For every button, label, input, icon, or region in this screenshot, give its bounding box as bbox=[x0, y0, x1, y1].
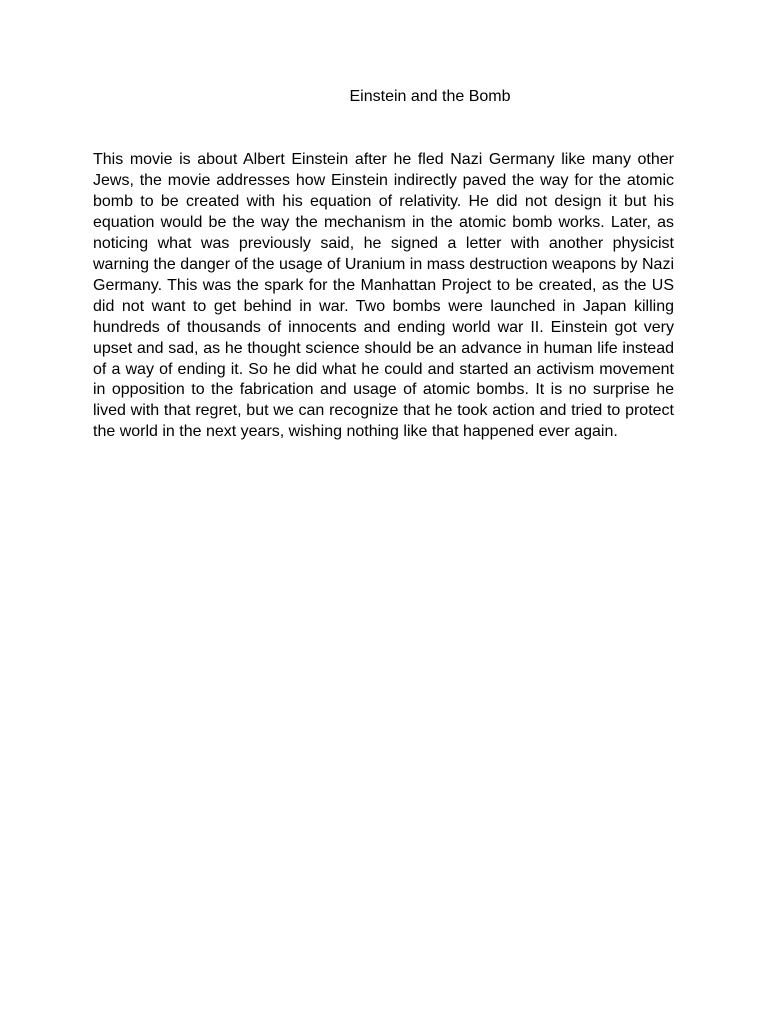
document-body-paragraph: This movie is about Albert Einstein after he fled Nazi Germany like many other Jews, the movie addresses how Einstein indirectly paved the way for the atomic bomb to be created with his equation of relativity. He did not design it but his equation would be the way the mechanism in the atomic bomb works. Later, as noticing what was previously said, he signed a letter with another physicist warning the danger of the usage of Uranium in mass destruction weapons by Nazi Germany. This was the spark for the Manhattan Project to be created, as the US did not want to get behind in war. Two bombs were launched in Japan killing hundreds of thousands of innocents and ending world war II. Einstein got very upset and sad, as he thought science should be an advance in human life instead of a way of ending it. So he did what he could and started an activism movement in opposition to the fabrication and usage of atomic bombs. It is no surprise he lived with that regret, but we can recognize that he took action and tried to protect the world in the next years, wishing nothing like that happened ever again. bbox=[93, 151, 674, 441]
document-title: Einstein and the Bomb bbox=[349, 88, 511, 105]
